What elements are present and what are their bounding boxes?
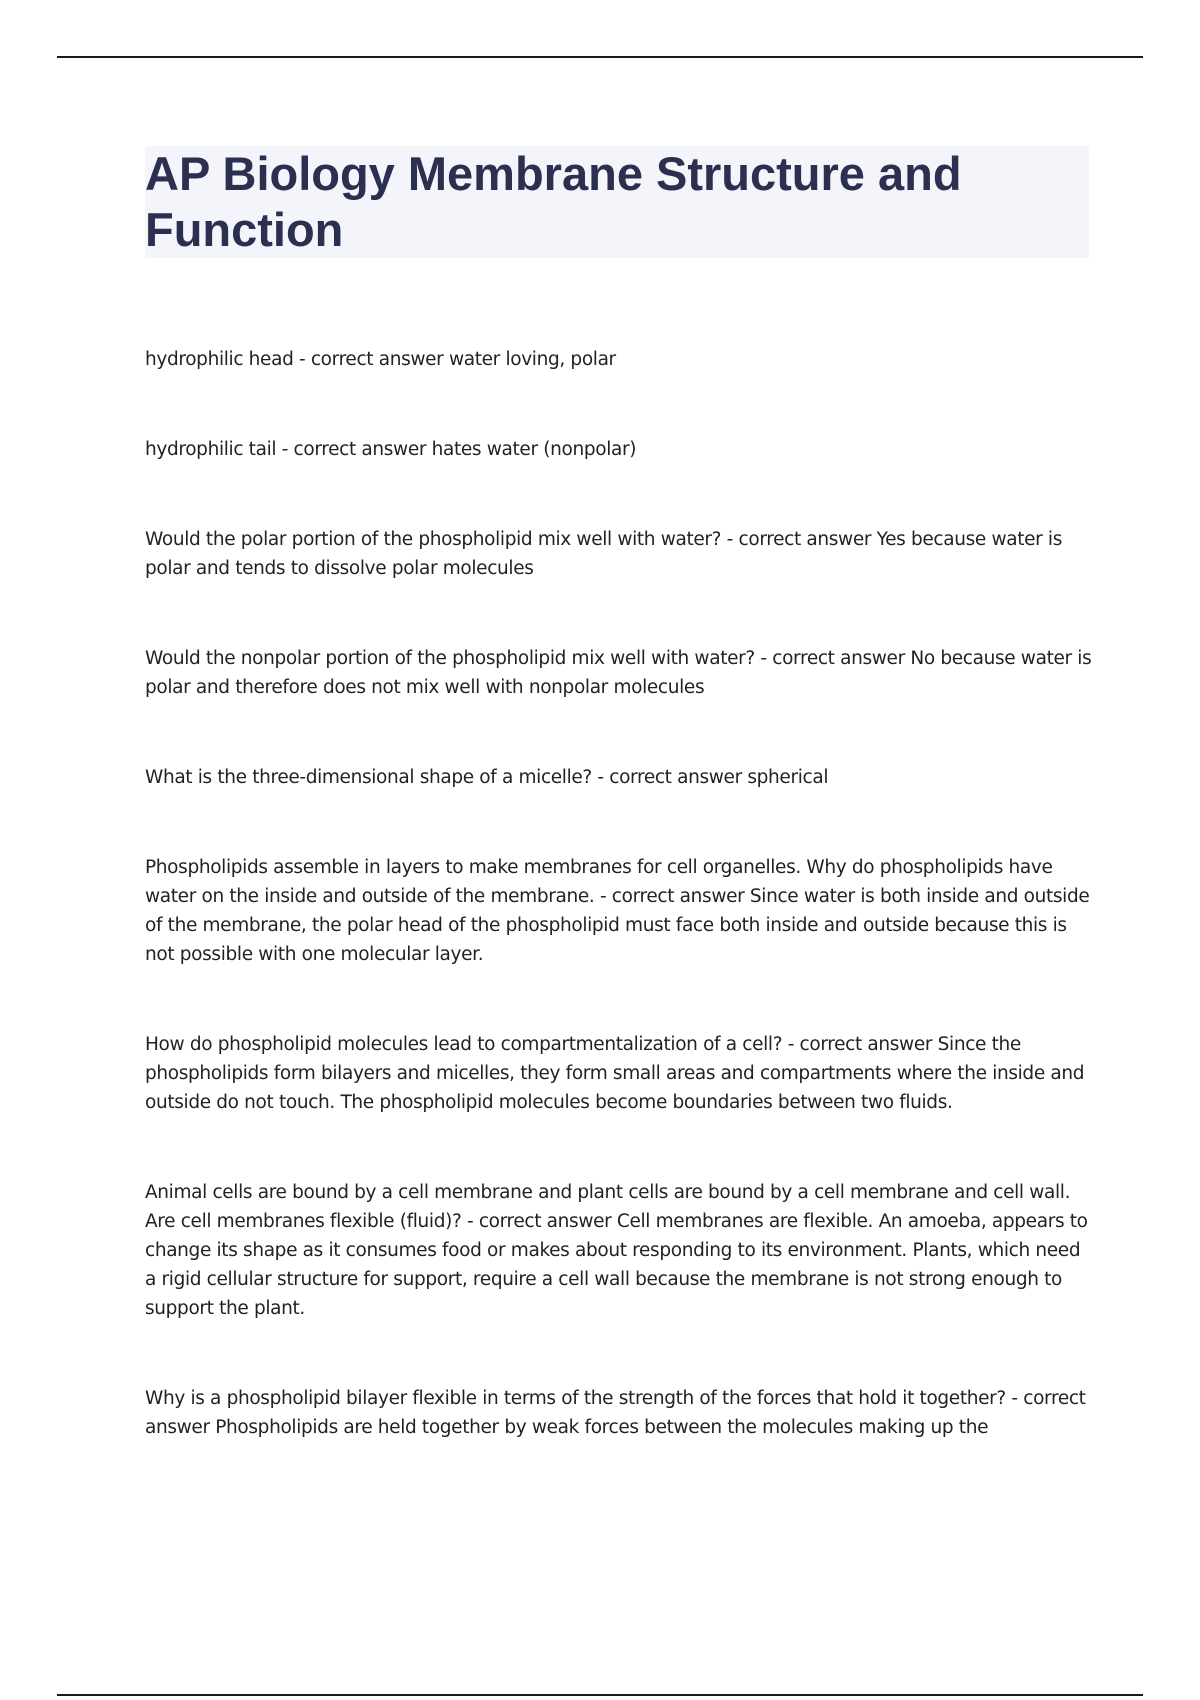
qa-item: Would the polar portion of the phospholipid mix well with water? - correct answer Yes because water is polar and tends to dissolve polar molecules [145,529,1063,579]
top-divider [57,56,1143,58]
qa-item: hydrophilic tail - correct answer hates water (nonpolar) [145,439,637,460]
qa-item: How do phospholipid molecules lead to compartmentalization of a cell? - correct answer Since the phospholipids form bilayers and micelles, they form small areas and compartments where the inside and outside do not touch. The phospholipid molecules become boundaries between two fluids. [145,1034,1085,1113]
qa-item: hydrophilic head - correct answer water loving, polar [145,349,616,370]
title-banner [145,146,1089,258]
document-title: AP Biology Membrane Structure and Function [145,147,962,256]
qa-item: Phospholipids assemble in layers to make membranes for cell organelles. Why do phospholipids have water on the inside and outside of the membrane. - correct answer Since water is both inside and outside of the membrane, the polar head of the phospholipid must face both inside and outside because this is not possible with one molecular layer. [145,857,1090,965]
qa-item: Would the nonpolar portion of the phospholipid mix well with water? - correct answer No because water is polar and therefore does not mix well with nonpolar molecules [145,648,1092,698]
qa-item: Animal cells are bound by a cell membrane and plant cells are bound by a cell membrane and cell wall. Are cell membranes flexible (fluid)? - correct answer Cell membranes are flexible. An amoeba, appears to change its shape as it consumes food or makes about responding to its environment. Plants, which need a rigid cellular structure for support, require a cell wall because the membrane is not strong enough to support the plant. [145,1182,1088,1319]
qa-item: What is the three-dimensional shape of a micelle? - correct answer spherical [145,767,829,788]
bottom-divider [57,1694,1143,1696]
qa-item: Why is a phospholipid bilayer flexible in terms of the strength of the forces that hold it together? - correct answer Phospholipids are held together by weak forces between the molecules making up the [145,1388,1086,1438]
qa-list [145,345,1095,1503]
